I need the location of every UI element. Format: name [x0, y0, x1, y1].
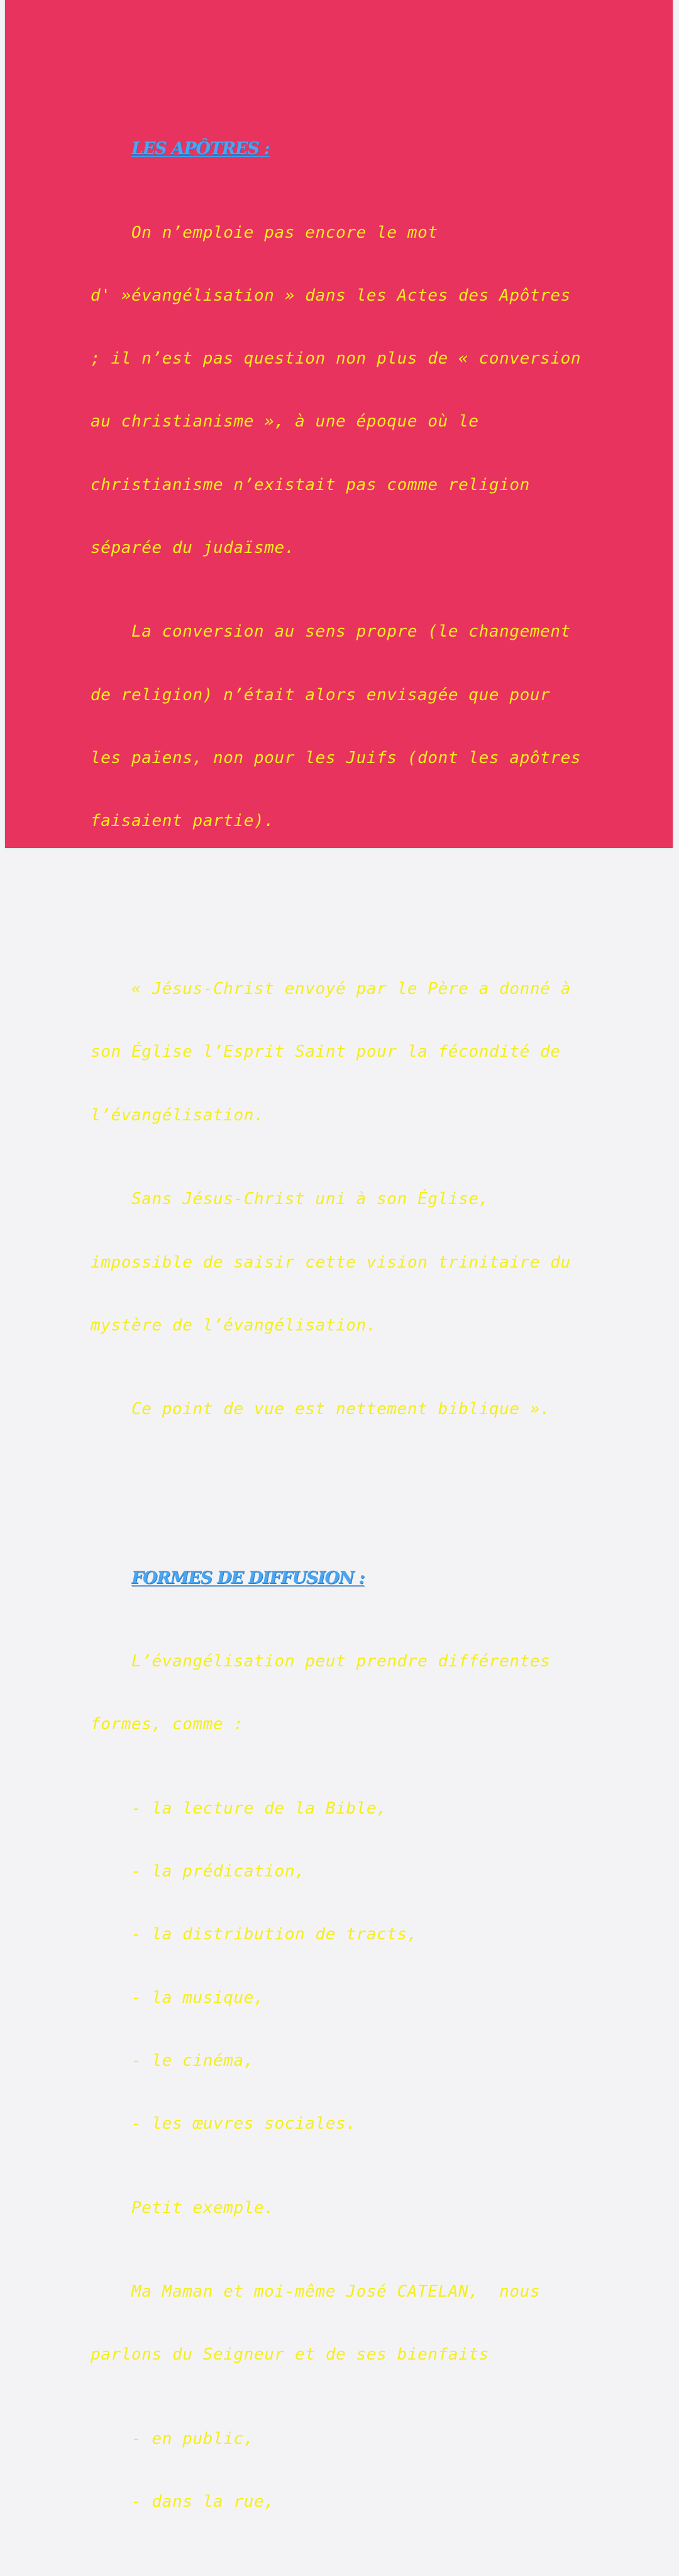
list-item: - le cinéma,: [131, 2051, 255, 2070]
quote-line: l’évangélisation.: [91, 1105, 265, 1125]
document-page: [5, 0, 673, 2512]
list-item: - la distribution de tracts,: [131, 1925, 418, 1944]
list-item: - en public,: [131, 2429, 255, 2448]
text-line: On n’emploie pas encore le mot: [131, 223, 438, 242]
document-content: [91, 75, 631, 2576]
text-line: faisaient partie).: [91, 811, 275, 831]
text-line: ; il n’est pas question non plus de « conversion: [91, 349, 582, 369]
text-line: d' »évangélisation » dans les Actes des Apôtres: [91, 286, 571, 306]
quote-line: son Église l’Esprit Saint pour la fécondité de: [91, 1042, 561, 1062]
quote-line: impossible de saisir cette vision trinitaire du: [91, 1252, 571, 1272]
text-line: christianisme n’existait pas comme religion: [91, 475, 530, 494]
quote-line: « Jésus-Christ envoyé par le Père a donné à: [131, 979, 571, 999]
list-item: - la musique,: [131, 1988, 265, 2007]
quote-line: Sans Jésus-Christ uni à son Église,: [131, 1190, 489, 1209]
text-line: L’évangélisation peut prendre différentes: [131, 1652, 551, 1671]
text-line: La conversion au sens propre (le changement: [131, 622, 571, 642]
text-line: Petit exemple.: [131, 2198, 275, 2217]
section-heading-apotres: LES APÔTRES :: [131, 139, 270, 159]
text-line: au christianisme », à une époque où le: [91, 412, 479, 432]
text-line: formes, comme :: [91, 1715, 244, 1734]
list-item: - dans la rue,: [131, 2492, 275, 2512]
text-line: de religion) n’était alors envisagée que pour: [91, 685, 551, 705]
text-line: les païens, non pour les Juifs (dont les apôtres: [91, 748, 582, 767]
quote-line: mystère de l’évangélisation.: [91, 1315, 377, 1335]
list-item: - les œuvres sociales.: [131, 2114, 356, 2133]
list-item: - la prédication,: [131, 1862, 306, 1882]
section-heading-formes: FORMES DE DIFFUSION :: [131, 1568, 365, 1588]
text-line: Ma Maman et moi-même José CATELAN, nous: [131, 2282, 541, 2302]
blank-line: [91, 1483, 631, 1504]
blank-line: [91, 895, 631, 916]
quote-line: Ce point de vue est nettement biblique ».: [131, 1400, 551, 1419]
list-item: - la lecture de la Bible,: [131, 1798, 387, 1818]
text-line: parlons du Seigneur et de ses bienfaits: [91, 2345, 489, 2365]
text-line: séparée du judaïsme.: [91, 538, 295, 557]
